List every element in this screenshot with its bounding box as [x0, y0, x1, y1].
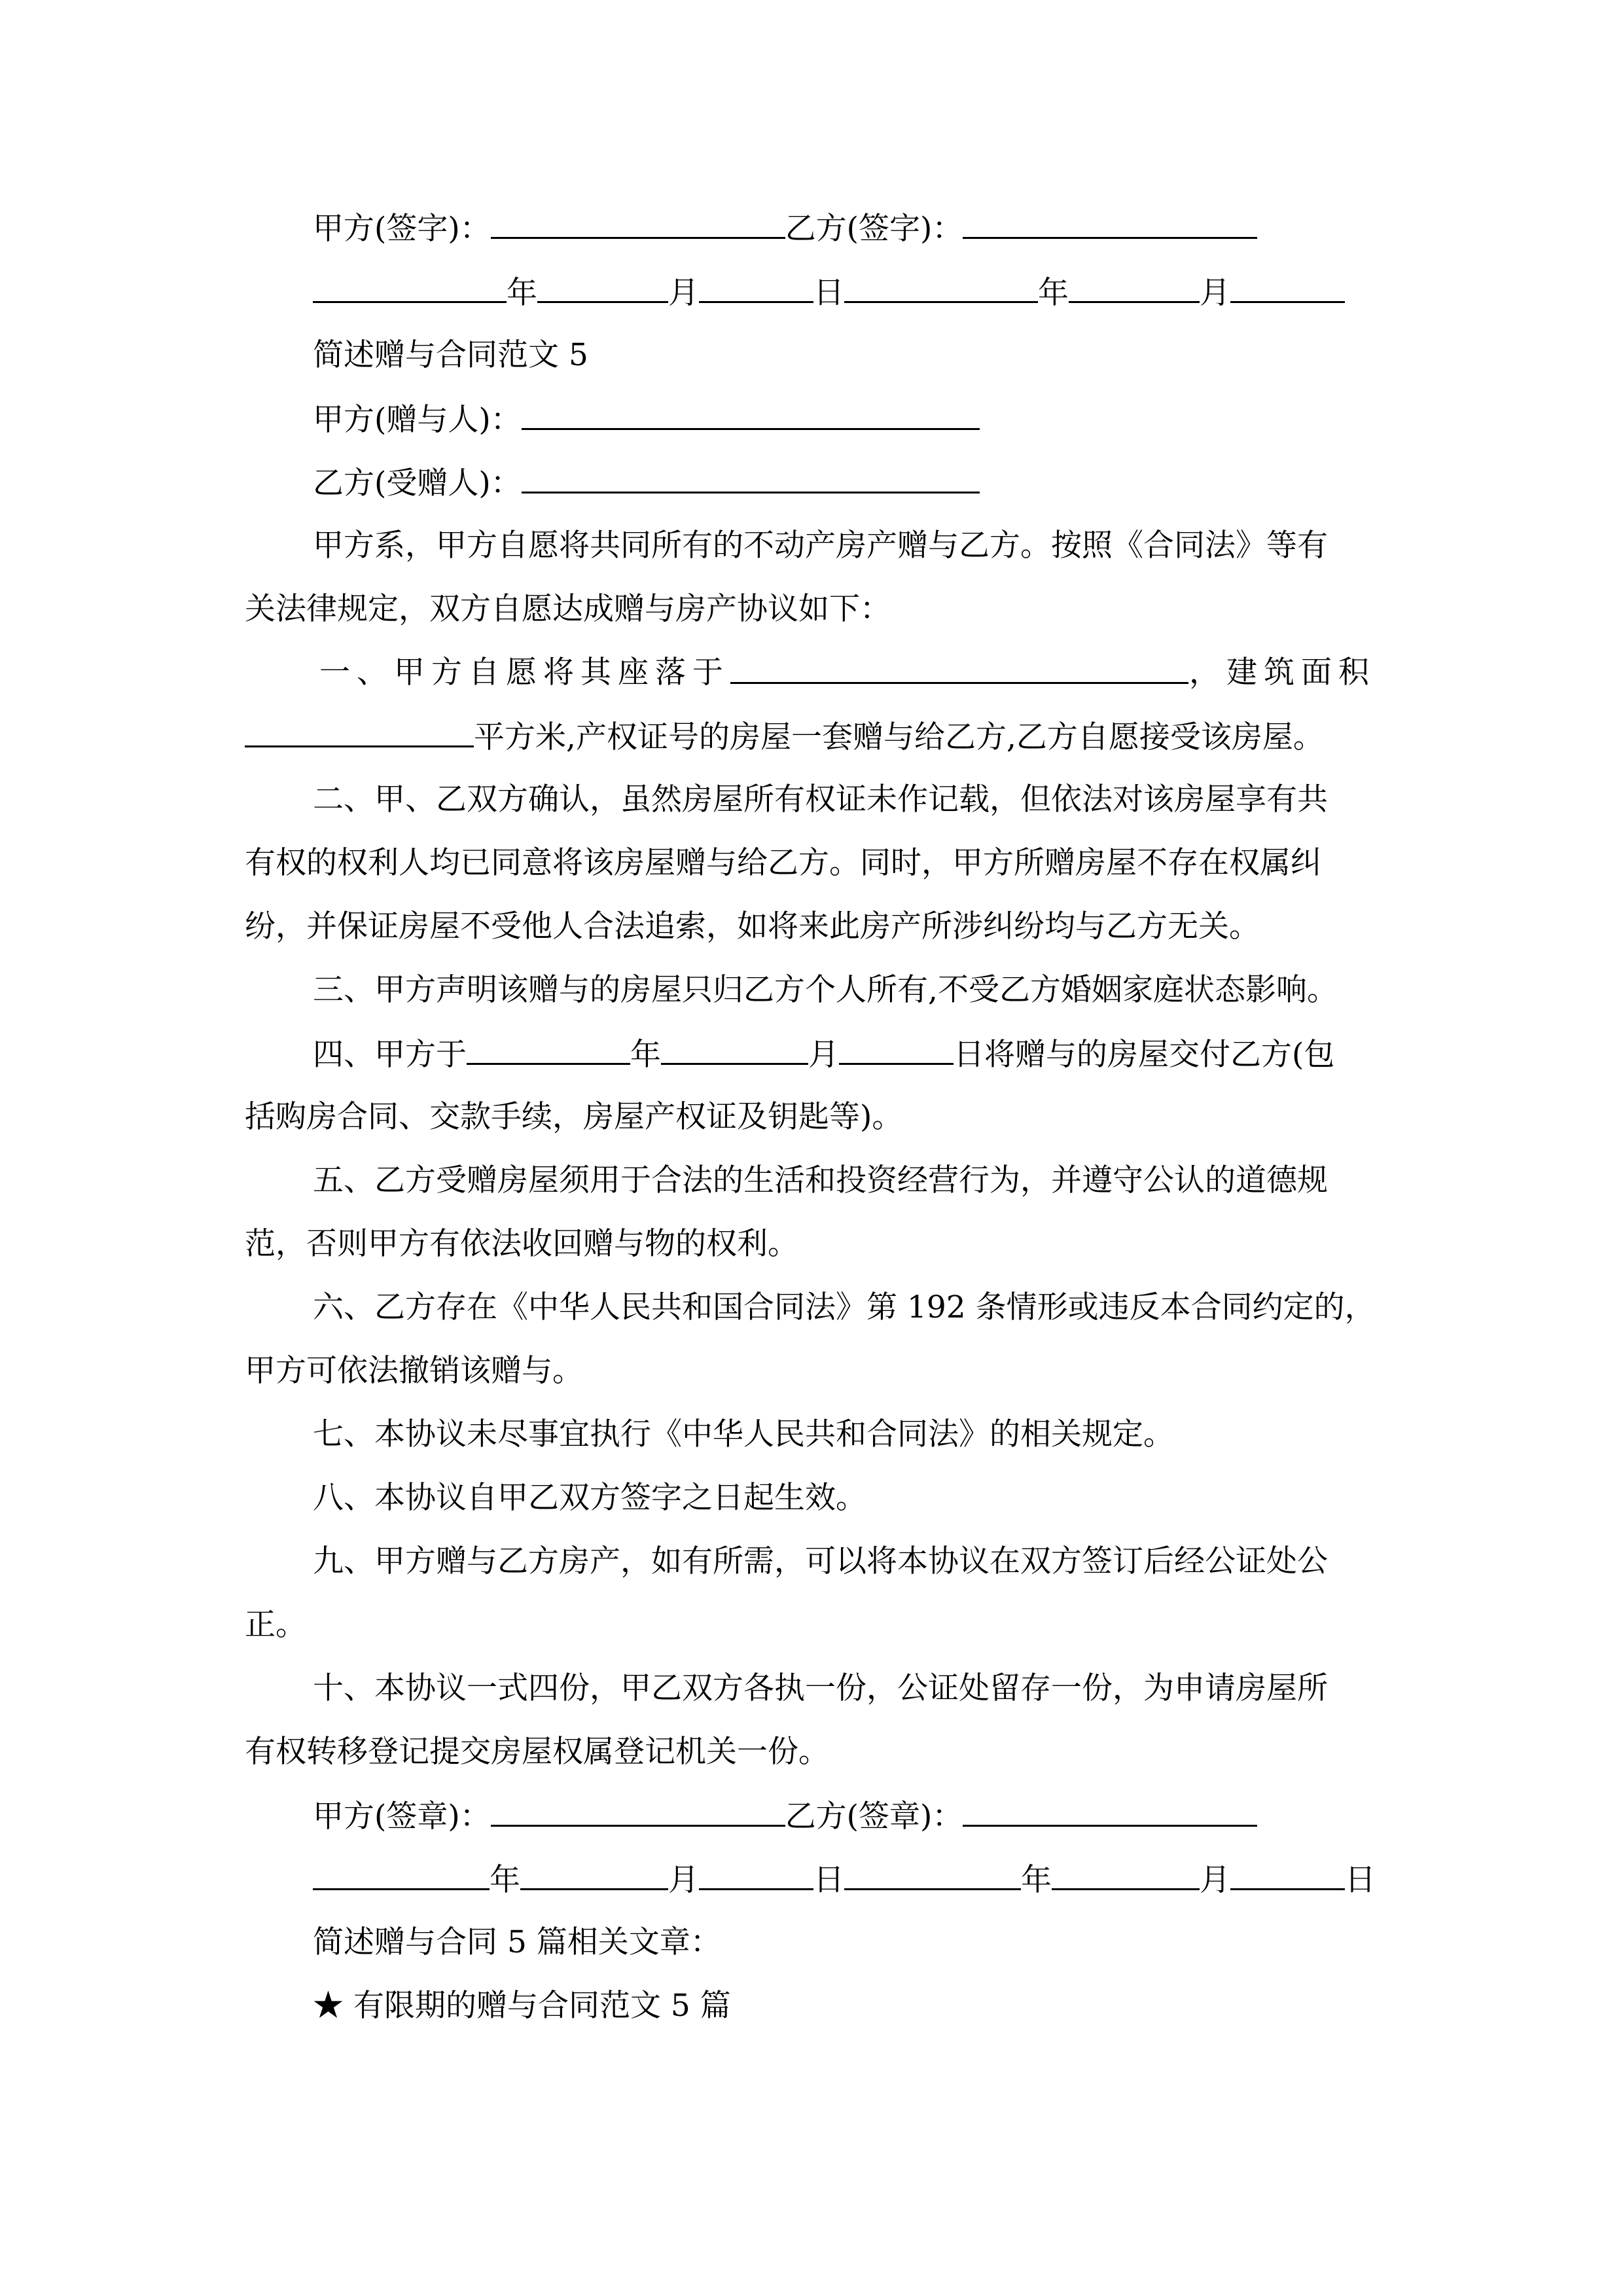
- donor-label: 甲方(赠与人)：: [313, 402, 522, 438]
- article-4-text-a: 四、甲方于: [313, 1037, 467, 1073]
- area-blank[interactable]: [245, 717, 474, 747]
- day-label: 日: [1345, 1862, 1376, 1898]
- related-articles-title: 简述赠与合同 5 篇相关文章：: [313, 1924, 721, 1960]
- intro-line-1: 甲方系，甲方自愿将共同所有的不动产房产赠与乙方。按照《合同法》等有: [313, 528, 1328, 564]
- month-label: 月: [668, 1862, 699, 1898]
- article-3: 三、甲方声明该赠与的房屋只归乙方个人所有,不受乙方婚姻家庭状态影响。: [313, 972, 1338, 1008]
- article-8: 八、本协议自甲乙双方签字之日起生效。: [313, 1480, 866, 1516]
- party-a-sign-blank[interactable]: [491, 208, 785, 239]
- party-a-seal-label: 甲方(签章)：: [313, 1799, 491, 1835]
- day-label: 日: [813, 1862, 844, 1898]
- article-2-line-1: 二、甲、乙双方确认，虽然房屋所有权证未作记载，但依法对该房屋享有共: [313, 781, 1328, 817]
- donee-line: [313, 463, 1623, 503]
- article-4-line-1: [313, 1034, 1623, 1075]
- year-label: 年: [1021, 1862, 1052, 1898]
- date-blank[interactable]: [313, 1859, 490, 1890]
- article-6-line-1: 六、乙方存在《中华人民共和国合同法》第 192 条情形或违反本合同约定的，: [313, 1289, 1376, 1325]
- date-blank[interactable]: [467, 1034, 630, 1065]
- party-b-seal-blank[interactable]: [963, 1796, 1257, 1827]
- day-label: 日: [813, 275, 844, 311]
- article-1-text-c: 平方米,产权证号的房屋一套赠与给乙方,乙方自愿接受该房屋。: [474, 719, 1324, 755]
- signature-line-top: [313, 208, 1623, 249]
- article-5-line-1: 五、乙方受赠房屋须用于合法的生活和投资经营行为，并遵守公认的道德规: [313, 1162, 1328, 1198]
- article-1-line-2: [245, 717, 1623, 757]
- article-1-text-b: ，建筑面积: [1189, 655, 1376, 691]
- article-1-text-a: 一、甲方自愿将其座落于: [319, 655, 730, 691]
- donor-blank[interactable]: [522, 399, 980, 430]
- year-label: 年: [490, 1862, 520, 1898]
- date-line-top: [313, 272, 1623, 313]
- article-4-text-d: 日将赠与的房屋交付乙方(包: [954, 1037, 1335, 1073]
- date-blank[interactable]: [1052, 1859, 1200, 1890]
- article-9-line-1: 九、甲方赠与乙方房产，如有所需，可以将本协议在双方签订后经公证处公: [313, 1543, 1328, 1579]
- month-label: 月: [668, 275, 699, 311]
- article-2-line-3: 纷，并保证房屋不受他人合法追索，如将来此房产所涉纠纷均与乙方无关。: [245, 908, 1260, 944]
- year-label: 年: [630, 1037, 661, 1073]
- signature-line-bottom: [313, 1796, 1623, 1837]
- location-blank[interactable]: [730, 653, 1188, 684]
- date-blank[interactable]: [661, 1034, 808, 1065]
- article-10-line-2: 有权转移登记提交房屋权属登记机关一份。: [245, 1734, 829, 1770]
- intro-line-2: 关法律规定，双方自愿达成赠与房产协议如下：: [245, 591, 891, 627]
- party-b-sign-label: 乙方(签字)：: [785, 211, 963, 247]
- date-blank[interactable]: [699, 1859, 813, 1890]
- article-5-line-2: 范，否则甲方有依法收回赠与物的权利。: [245, 1226, 798, 1262]
- date-blank[interactable]: [1069, 272, 1200, 303]
- donor-line: [313, 399, 1623, 440]
- article-4-line-2: 括购房合同、交款手续，房屋产权证及钥匙等)。: [245, 1099, 903, 1135]
- date-blank[interactable]: [313, 272, 507, 303]
- donee-blank[interactable]: [522, 463, 980, 493]
- article-10-line-1: 十、本协议一式四份，甲乙双方各执一份，公证处留存一份，为申请房屋所: [313, 1670, 1328, 1706]
- month-label: 月: [1200, 275, 1230, 311]
- date-blank[interactable]: [839, 1034, 954, 1065]
- year-label: 年: [1038, 275, 1069, 311]
- month-label: 月: [1200, 1862, 1230, 1898]
- date-blank[interactable]: [520, 1859, 668, 1890]
- date-blank[interactable]: [1230, 272, 1345, 303]
- date-blank[interactable]: [699, 272, 813, 303]
- article-1-line-1: [319, 653, 1376, 692]
- date-blank[interactable]: [844, 272, 1038, 303]
- party-b-sign-blank[interactable]: [963, 208, 1257, 239]
- article-2-line-2: 有权的权利人均已同意将该房屋赠与给乙方。同时，甲方所赠房屋不存在权属纠: [245, 845, 1321, 881]
- party-a-seal-blank[interactable]: [491, 1796, 785, 1827]
- party-a-sign-label: 甲方(签字)：: [313, 211, 491, 247]
- article-6-line-2: 甲方可依法撤销该赠与。: [245, 1353, 583, 1389]
- party-b-seal-label: 乙方(签章)：: [785, 1799, 963, 1835]
- year-label: 年: [507, 275, 537, 311]
- article-9-line-2: 正。: [245, 1607, 306, 1643]
- article-7: 七、本协议未尽事宜执行《中华人民共和合同法》的相关规定。: [313, 1416, 1174, 1452]
- month-label: 月: [808, 1037, 839, 1073]
- related-article-link[interactable]: ★ 有限期的赠与合同范文 5 篇: [313, 1988, 731, 2024]
- donee-label: 乙方(受赠人)：: [313, 465, 522, 501]
- date-blank[interactable]: [844, 1859, 1021, 1890]
- date-blank[interactable]: [537, 272, 668, 303]
- date-line-bottom: [313, 1859, 1623, 1900]
- section-heading: 简述赠与合同范文 5: [313, 337, 588, 373]
- date-blank[interactable]: [1230, 1859, 1345, 1890]
